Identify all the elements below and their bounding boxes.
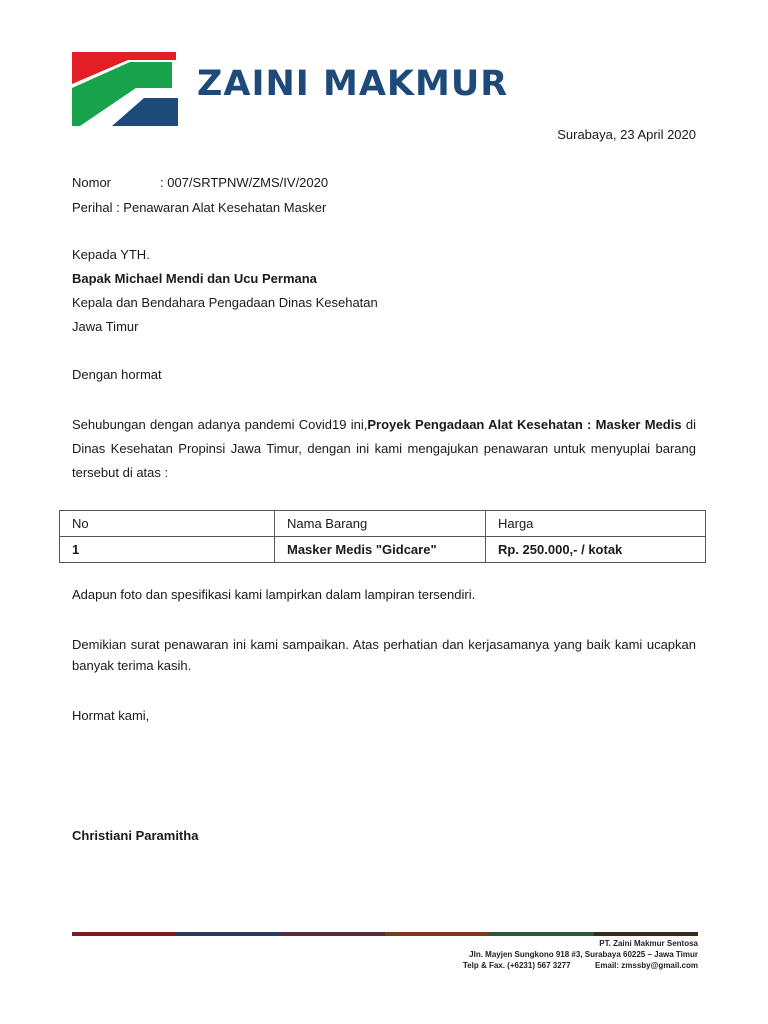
project-name: Proyek Pengadaan Alat Kesehatan : Masker Medis — [367, 417, 682, 432]
footer-divider — [72, 932, 698, 936]
nomor-label: Nomor — [72, 175, 112, 190]
body1-end: di Dinas Kesehatan Propinsi Jawa Timur, dengan ini kami mengajukan penawaran untuk menyuplai barang tersebut di atas : — [72, 417, 696, 480]
letter-subject: Perihal : Penawaran Alat Kesehatan Masker — [72, 200, 327, 215]
letter-number — [72, 175, 328, 190]
offer-table — [59, 510, 706, 563]
table-row — [60, 537, 706, 563]
recipient-region: Jawa Timur — [72, 319, 139, 334]
letter-date: Surabaya, 23 April 2020 — [557, 127, 696, 142]
recipient-name: Bapak Michael Mendi dan Ucu Permana — [72, 271, 317, 286]
nomor-value: : 007/SRTPNW/ZMS/IV/2020 — [160, 175, 329, 190]
body-paragraph-3: Demikian surat penawaran ini kami sampaikan. Atas perhatian dan kerjasamanya yang baik kami ucapkan banyak terima kasih. — [72, 637, 696, 673]
footer-divider-segment — [489, 932, 593, 936]
body-paragraph-1 — [72, 413, 696, 485]
footer-divider-segment — [594, 932, 698, 936]
recipient-greeting: Kepada YTH. — [72, 247, 150, 262]
footer-divider-segment — [72, 932, 176, 936]
footer-divider-segment — [385, 932, 489, 936]
footer-contact — [463, 960, 698, 971]
table-cell: Rp. 250.000,- / kotak — [486, 537, 706, 563]
footer-address: Jln. Mayjen Sungkono 918 #3, Surabaya 60225 – Jawa Timur — [469, 950, 698, 959]
footer-divider-segment — [281, 932, 385, 936]
footer-divider-segment — [176, 932, 280, 936]
body-paragraph-2: Adapun foto dan spesifikasi kami lampirkan dalam lampiran tersendiri. — [72, 587, 476, 602]
table-cell: Masker Medis "Gidcare" — [275, 537, 486, 563]
zaini-makmur-logo-icon — [72, 48, 182, 128]
table-header-cell: No — [60, 511, 275, 537]
body1-start: Sehubungan dengan adanya pandemi Covid19 ini, — [72, 417, 368, 432]
closing: Hormat kami, — [72, 708, 150, 723]
salutation: Dengan hormat — [72, 367, 162, 382]
signer-name: Christiani Paramitha — [72, 828, 199, 843]
company-logo — [72, 48, 532, 128]
footer-phone: Telp & Fax. (+6231) 567 3277 — [462, 961, 571, 970]
company-name: ZAINI MAKMUR — [197, 64, 509, 104]
table-header-row — [60, 511, 706, 537]
footer-company: PT. Zaini Makmur Sentosa — [599, 939, 698, 948]
table-cell: 1 — [60, 537, 275, 563]
table-header-cell: Harga — [486, 511, 706, 537]
footer — [463, 938, 698, 971]
recipient-title: Kepala dan Bendahara Pengadaan Dinas Kesehatan — [72, 295, 378, 310]
table-header-cell: Nama Barang — [275, 511, 486, 537]
footer-email: Email: zmssby@gmail.com — [595, 961, 698, 970]
